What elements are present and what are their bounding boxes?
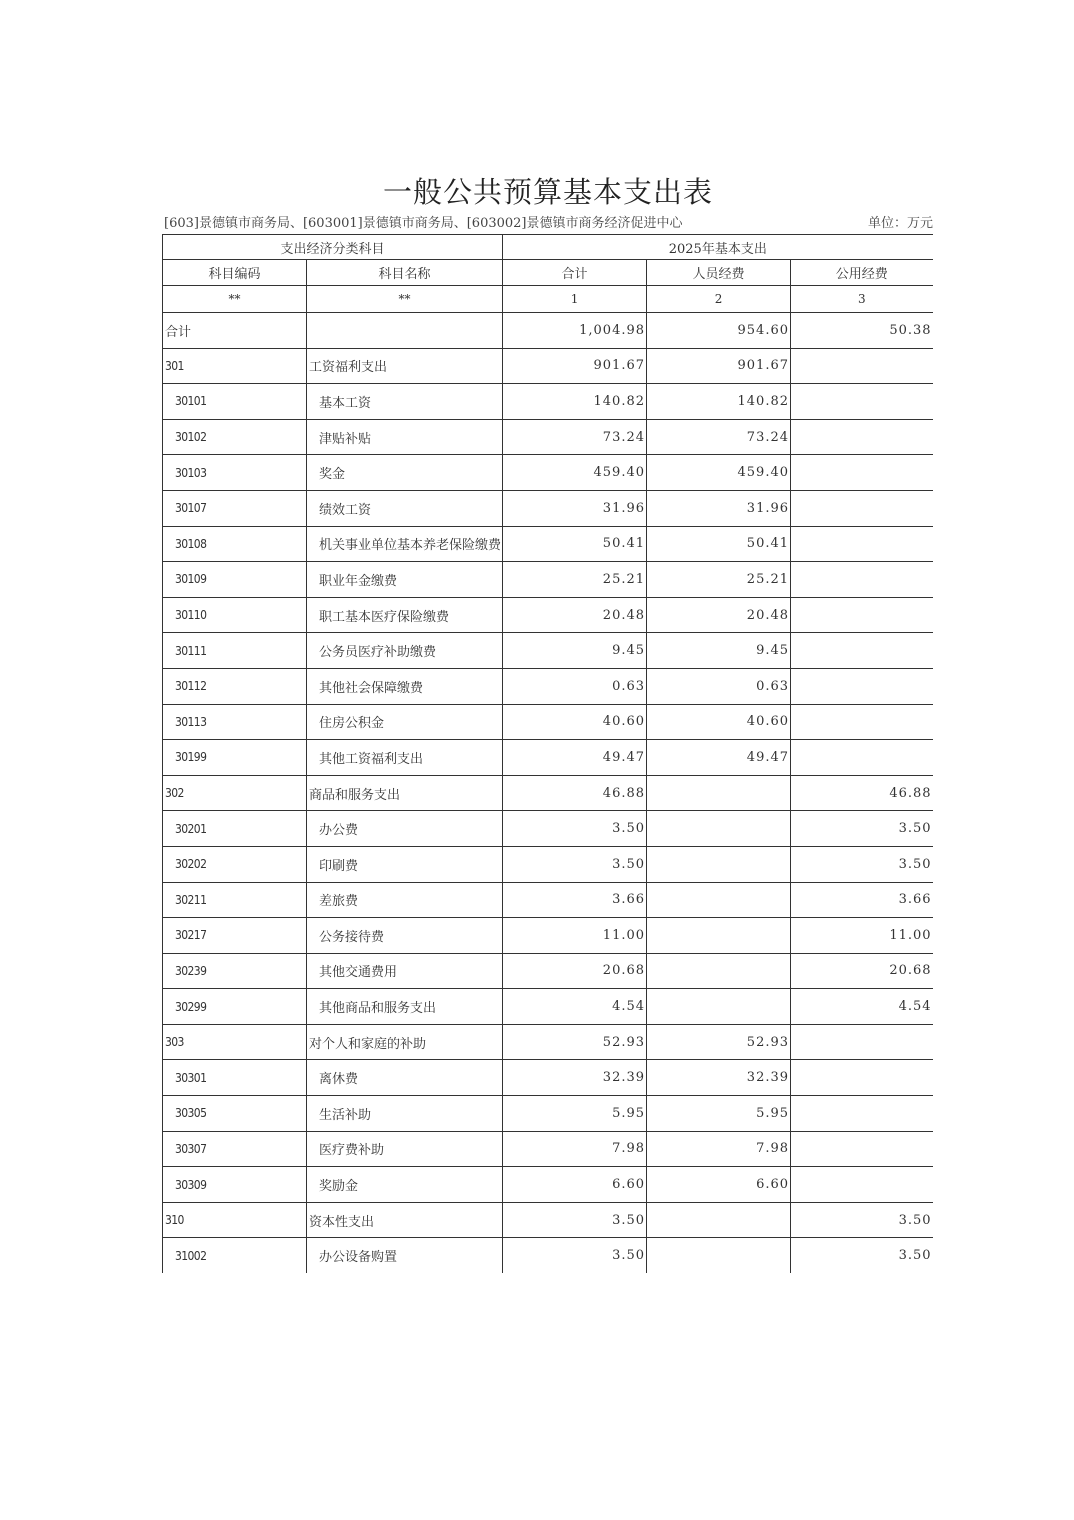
header-subject-code: 科目编码 xyxy=(163,260,307,286)
table-row xyxy=(163,490,933,526)
row-personnel: 32.39 xyxy=(647,1060,791,1096)
index-public: 3 xyxy=(791,286,933,313)
table-row xyxy=(163,1238,933,1273)
row-code: 303 xyxy=(163,1024,307,1060)
row-total: 5.95 xyxy=(503,1096,647,1132)
row-total: 73.24 xyxy=(503,419,647,455)
expenditure-table xyxy=(162,234,933,1273)
table-row xyxy=(163,1060,933,1096)
row-personnel: 459.40 xyxy=(647,455,791,491)
row-public xyxy=(791,633,933,669)
index-code: ** xyxy=(163,286,307,313)
row-code: 30102 xyxy=(163,419,307,455)
row-name: 住房公积金 xyxy=(307,704,503,740)
row-public xyxy=(791,526,933,562)
header-total: 合计 xyxy=(503,260,647,286)
index-personnel: 2 xyxy=(647,286,791,313)
row-public: 3.66 xyxy=(791,882,933,918)
row-personnel xyxy=(647,775,791,811)
row-personnel: 73.24 xyxy=(647,419,791,455)
row-personnel: 954.60 xyxy=(647,313,791,349)
row-name: 办公费 xyxy=(307,811,503,847)
row-code: 30305 xyxy=(163,1096,307,1132)
row-total: 25.21 xyxy=(503,562,647,598)
row-name: 离休费 xyxy=(307,1060,503,1096)
header-basic-expenditure-2025: 2025年基本支出 xyxy=(503,235,933,260)
row-total: 3.50 xyxy=(503,1238,647,1273)
row-personnel xyxy=(647,953,791,989)
row-total: 3.66 xyxy=(503,882,647,918)
row-name: 工资福利支出 xyxy=(307,348,503,384)
table-row xyxy=(163,633,933,669)
row-name: 职工基本医疗保险缴费 xyxy=(307,597,503,633)
row-public xyxy=(791,419,933,455)
row-name: 商品和服务支出 xyxy=(307,775,503,811)
row-total: 1,004.98 xyxy=(503,313,647,349)
row-code: 30201 xyxy=(163,811,307,847)
table-row xyxy=(163,704,933,740)
row-personnel: 6.60 xyxy=(647,1167,791,1203)
row-code: 30113 xyxy=(163,704,307,740)
row-code: 30107 xyxy=(163,490,307,526)
row-code: 30211 xyxy=(163,882,307,918)
table-row xyxy=(163,348,933,384)
header-column-row xyxy=(163,260,933,286)
table-row xyxy=(163,775,933,811)
row-personnel xyxy=(647,1202,791,1238)
table-row xyxy=(163,953,933,989)
table-row xyxy=(163,740,933,776)
row-name: 职业年金缴费 xyxy=(307,562,503,598)
table-row xyxy=(163,597,933,633)
table-row xyxy=(163,562,933,598)
row-name: 公务员医疗补助缴费 xyxy=(307,633,503,669)
table-row xyxy=(163,846,933,882)
row-personnel xyxy=(647,989,791,1025)
row-total: 3.50 xyxy=(503,811,647,847)
table-row xyxy=(163,1096,933,1132)
row-code: 302 xyxy=(163,775,307,811)
row-public: 3.50 xyxy=(791,1238,933,1273)
row-personnel: 5.95 xyxy=(647,1096,791,1132)
row-public xyxy=(791,1024,933,1060)
row-total: 11.00 xyxy=(503,918,647,954)
row-total: 6.60 xyxy=(503,1167,647,1203)
row-total: 32.39 xyxy=(503,1060,647,1096)
row-public xyxy=(791,668,933,704)
row-personnel: 52.93 xyxy=(647,1024,791,1060)
row-public xyxy=(791,740,933,776)
row-name: 办公设备购置 xyxy=(307,1238,503,1273)
row-public: 4.54 xyxy=(791,989,933,1025)
row-code: 30239 xyxy=(163,953,307,989)
row-total: 20.68 xyxy=(503,953,647,989)
row-total: 52.93 xyxy=(503,1024,647,1060)
table-row xyxy=(163,313,933,349)
row-public xyxy=(791,490,933,526)
header-personnel-expense: 人员经费 xyxy=(647,260,791,286)
table-row xyxy=(163,1024,933,1060)
row-name: 机关事业单位基本养老保险缴费 xyxy=(307,526,503,562)
row-total: 3.50 xyxy=(503,1202,647,1238)
row-code: 30202 xyxy=(163,846,307,882)
row-total: 7.98 xyxy=(503,1131,647,1167)
row-total: 31.96 xyxy=(503,490,647,526)
row-code: 30103 xyxy=(163,455,307,491)
row-name: 绩效工资 xyxy=(307,490,503,526)
row-name: 印刷费 xyxy=(307,846,503,882)
row-personnel: 40.60 xyxy=(647,704,791,740)
row-total: 4.54 xyxy=(503,989,647,1025)
row-name xyxy=(307,313,503,349)
row-total: 40.60 xyxy=(503,704,647,740)
row-public: 50.38 xyxy=(791,313,933,349)
row-name: 公务接待费 xyxy=(307,918,503,954)
row-code: 30111 xyxy=(163,633,307,669)
page-title: 一般公共预算基本支出表 xyxy=(382,175,713,209)
row-code: 30309 xyxy=(163,1167,307,1203)
row-code: 30108 xyxy=(163,526,307,562)
table-row xyxy=(163,882,933,918)
row-public xyxy=(791,1167,933,1203)
row-name: 其他交通费用 xyxy=(307,953,503,989)
row-name: 基本工资 xyxy=(307,384,503,420)
table-row xyxy=(163,668,933,704)
table-row xyxy=(163,918,933,954)
table-row xyxy=(163,384,933,420)
row-name: 奖励金 xyxy=(307,1167,503,1203)
row-personnel xyxy=(647,811,791,847)
row-total: 3.50 xyxy=(503,846,647,882)
row-public xyxy=(791,704,933,740)
header-index-row xyxy=(163,286,933,313)
header-group-row xyxy=(163,235,933,260)
row-public xyxy=(791,384,933,420)
row-public xyxy=(791,597,933,633)
row-name: 对个人和家庭的补助 xyxy=(307,1024,503,1060)
row-name: 差旅费 xyxy=(307,882,503,918)
row-code: 30112 xyxy=(163,668,307,704)
row-personnel: 140.82 xyxy=(647,384,791,420)
row-code: 30299 xyxy=(163,989,307,1025)
row-code: 31002 xyxy=(163,1238,307,1273)
row-name: 奖金 xyxy=(307,455,503,491)
row-public xyxy=(791,455,933,491)
row-personnel xyxy=(647,846,791,882)
row-name: 生活补助 xyxy=(307,1096,503,1132)
row-personnel: 31.96 xyxy=(647,490,791,526)
row-total: 49.47 xyxy=(503,740,647,776)
row-name: 其他社会保障缴费 xyxy=(307,668,503,704)
row-code: 30101 xyxy=(163,384,307,420)
row-code: 30110 xyxy=(163,597,307,633)
row-code: 30199 xyxy=(163,740,307,776)
row-public: 11.00 xyxy=(791,918,933,954)
row-personnel: 0.63 xyxy=(647,668,791,704)
table-row xyxy=(163,455,933,491)
table-body xyxy=(163,313,933,1274)
row-personnel: 20.48 xyxy=(647,597,791,633)
row-public: 3.50 xyxy=(791,846,933,882)
row-code: 30217 xyxy=(163,918,307,954)
row-public xyxy=(791,348,933,384)
row-name: 资本性支出 xyxy=(307,1202,503,1238)
unit-label: 单位：万元 xyxy=(867,216,933,231)
row-total: 46.88 xyxy=(503,775,647,811)
row-total: 140.82 xyxy=(503,384,647,420)
row-public: 20.68 xyxy=(791,953,933,989)
row-name: 医疗费补助 xyxy=(307,1131,503,1167)
row-code: 30307 xyxy=(163,1131,307,1167)
row-personnel: 25.21 xyxy=(647,562,791,598)
row-public: 3.50 xyxy=(791,811,933,847)
row-total: 459.40 xyxy=(503,455,647,491)
row-total: 901.67 xyxy=(503,348,647,384)
header-subject-name: 科目名称 xyxy=(307,260,503,286)
row-public xyxy=(791,1131,933,1167)
row-public: 46.88 xyxy=(791,775,933,811)
row-personnel: 50.41 xyxy=(647,526,791,562)
department-subtitle: [603]景德镇市商务局、[603001]景德镇市商务局、[603002]景德镇市商务经济促进中心 xyxy=(164,216,683,231)
row-public xyxy=(791,1060,933,1096)
row-personnel xyxy=(647,882,791,918)
table-row xyxy=(163,1131,933,1167)
table-row xyxy=(163,526,933,562)
row-code: 310 xyxy=(163,1202,307,1238)
row-code: 合计 xyxy=(163,313,307,349)
row-name: 津贴补贴 xyxy=(307,419,503,455)
table-row xyxy=(163,1202,933,1238)
index-name: ** xyxy=(307,286,503,313)
row-code: 30301 xyxy=(163,1060,307,1096)
row-name: 其他商品和服务支出 xyxy=(307,989,503,1025)
table-row xyxy=(163,419,933,455)
row-code: 30109 xyxy=(163,562,307,598)
row-total: 0.63 xyxy=(503,668,647,704)
row-personnel xyxy=(647,1238,791,1273)
row-name: 其他工资福利支出 xyxy=(307,740,503,776)
row-personnel: 49.47 xyxy=(647,740,791,776)
table-row xyxy=(163,989,933,1025)
row-personnel: 7.98 xyxy=(647,1131,791,1167)
row-total: 9.45 xyxy=(503,633,647,669)
table-row xyxy=(163,811,933,847)
row-code: 301 xyxy=(163,348,307,384)
row-personnel: 9.45 xyxy=(647,633,791,669)
row-public xyxy=(791,562,933,598)
row-personnel xyxy=(647,918,791,954)
row-total: 50.41 xyxy=(503,526,647,562)
index-total: 1 xyxy=(503,286,647,313)
header-public-expense: 公用经费 xyxy=(791,260,933,286)
row-public: 3.50 xyxy=(791,1202,933,1238)
row-public xyxy=(791,1096,933,1132)
row-personnel: 901.67 xyxy=(647,348,791,384)
row-total: 20.48 xyxy=(503,597,647,633)
header-economic-category: 支出经济分类科目 xyxy=(163,235,503,260)
table-row xyxy=(163,1167,933,1203)
